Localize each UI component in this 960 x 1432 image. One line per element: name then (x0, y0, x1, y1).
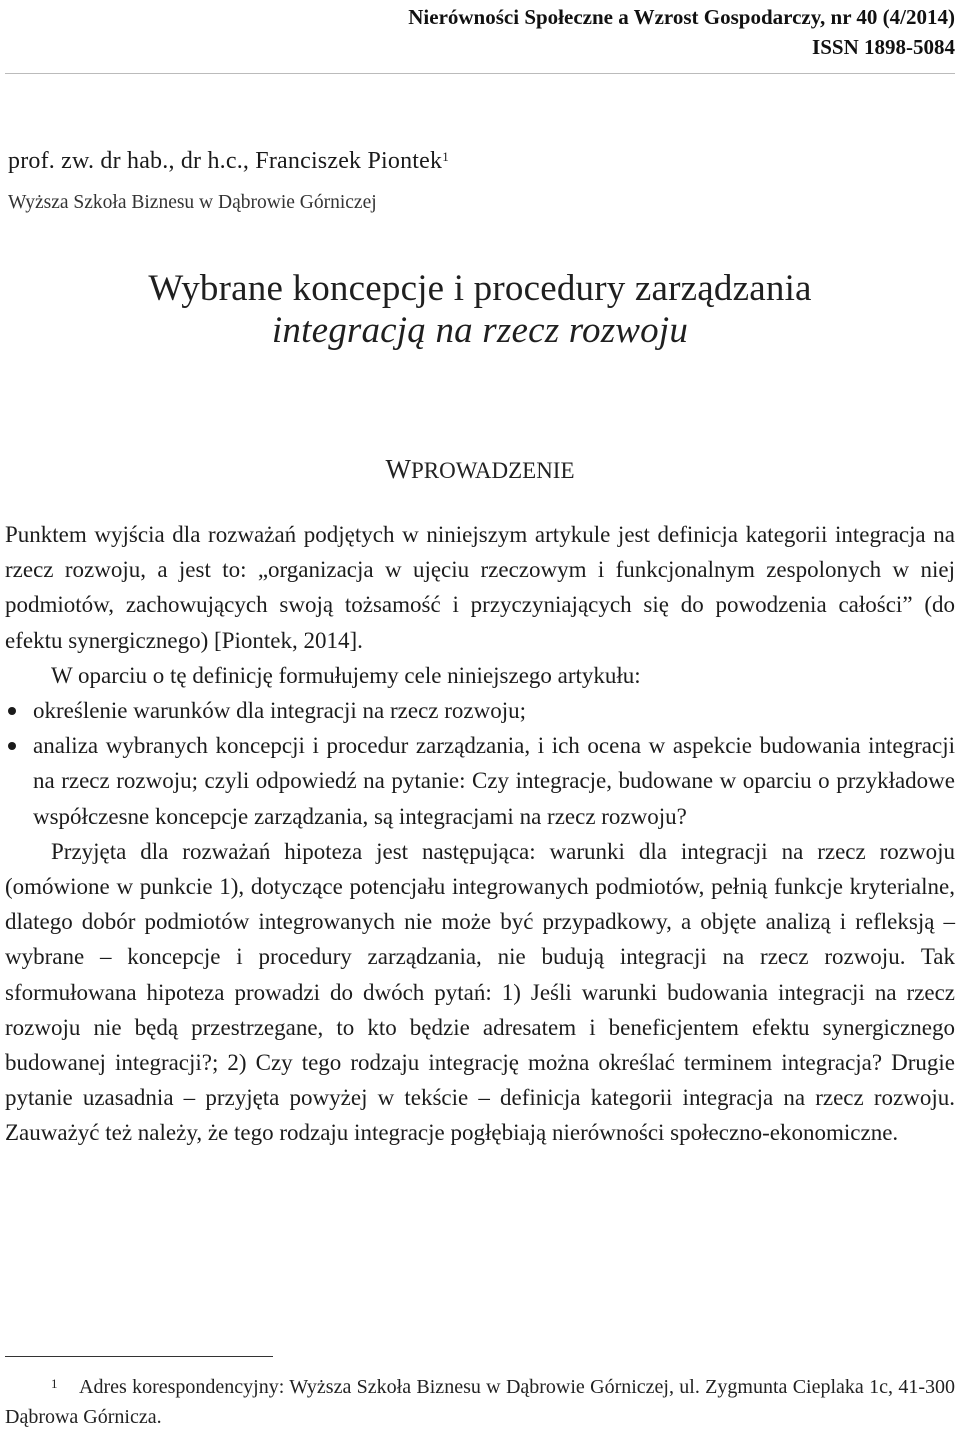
journal-header (55, 2, 955, 62)
issn: ISSN 1898-5084 (812, 35, 955, 59)
header-divider (5, 73, 955, 74)
footnote-divider (5, 1356, 273, 1357)
bullet-icon (8, 707, 16, 715)
goals-list (5, 693, 955, 834)
list-item-text: analiza wybranych koncepcji i procedur zarządzania, i ich ocena w aspekcie budowania integracji na rzecz rozwoju; czyli odpowiedź na pytanie: Czy integracje, budowane w oparciu o przykładowe współczesne koncepcje zarządzania, są integracjami na rzecz rozwoju? (33, 733, 955, 829)
section-heading-initial: W (385, 454, 411, 484)
bullet-icon (8, 742, 16, 750)
author-name: prof. zw. dr hab., dr h.c., Franciszek Piontek (8, 148, 443, 174)
journal-title: Nierówności Społeczne a Wzrost Gospodarczy, nr 40 (4/2014) (408, 5, 955, 29)
author-line (8, 146, 449, 176)
list-item (5, 693, 955, 728)
article-body (5, 517, 955, 1151)
title-line-2: integracją na rzecz rozwoju (271, 310, 689, 351)
author-affiliation: Wyższa Szkoła Biznesu w Dąbrowie Górniczej (8, 192, 377, 213)
paragraph-hypothesis: Przyjęta dla rozważań hipoteza jest następująca: warunki dla integracji na rzecz rozwoju (omówione w punkcie 1), dotyczące potencjału integrowanych podmiotów, pełnią funkcje kryterialne, dlatego dobór podmiotów integrowanych nie może być przypadkowy, a objęte analizą i refleksją – wybrane – koncepcje i procedury zarządzania, nie budują integracji na rzecz rozwoju. Tak sformułowana hipoteza prowadzi do dwóch pytań: 1) Jeśli warunki budowania integracji na rzecz rozwoju nie będą przestrzegane, to kto będzie adresatem i beneficjentem efektu synergicznego budowanej integracji?; 2) Czy tego rodzaju integrację można określać terminem integracja? Drugie pytanie uzasadnia – przyjęta powyżej w tekście – definicja kategorii integracja na rzecz rozwoju. Zauważyć też należy, że tego rodzaju integracje pogłębiają nierówności społeczno-ekonomiczne. (5, 838, 955, 1146)
list-item (5, 728, 955, 834)
footnote (5, 1372, 955, 1432)
footnote-text: Adres korespondencyjny: Wyższa Szkoła Biznesu w Dąbrowie Górniczej, ul. Zygmunta Cieplaka 1c, 41-300 Dąbrowa Górnicza. (5, 1376, 955, 1428)
section-heading (0, 454, 960, 486)
author-footnote-mark: 1 (442, 149, 449, 164)
list-item-text: określenie warunków dla integracji na rzecz rozwoju; (33, 698, 527, 724)
article-title (0, 268, 960, 352)
paragraph-intro: Punktem wyjścia dla rozważań podjętych w niniejszym artykule jest definicja kategorii integracja na rzecz rozwoju, a jest to: „organizacja w ujęciu rzeczowym i funkcjonalnym zespolonych w niej podmiotów, zachowujących swoją tożsamość i przyczyniających się do powodzenia całości” (do efektu synergicznego) [Piontek, 2014]. (5, 522, 955, 653)
footnote-mark: 1 (51, 1376, 58, 1391)
title-line-1: Wybrane koncepcje i procedury zarządzania (148, 268, 812, 309)
section-heading-rest: PROWADZENIE (410, 458, 575, 483)
paragraph-goals: W oparciu o tę definicję formułujemy cele niniejszego artykułu: (51, 662, 641, 688)
